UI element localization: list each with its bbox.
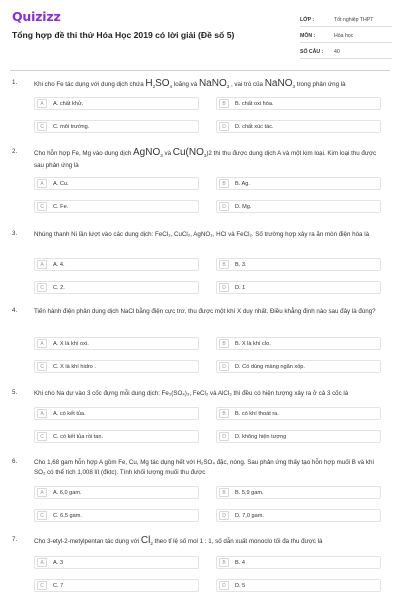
question-text: Tiến hành điện phân dung dịch NaCl bằng điện cực trơ, thu được một khí X duy nhất. Điều khẳng định nào sau đây là đúng? — [34, 308, 376, 315]
option-text: A. Cu. — [53, 180, 69, 187]
option-d[interactable] — [216, 430, 381, 443]
option-text: A. X là khí oxi. — [53, 340, 89, 347]
option-b[interactable] — [216, 258, 381, 271]
option-text: A. chất khử. — [53, 100, 84, 107]
option-letter-badge: A — [37, 488, 47, 497]
option-a[interactable] — [34, 177, 199, 190]
quizizz-logo: Quizizz — [12, 9, 61, 24]
option-text: D. Có dùng màng ngăn xốp. — [235, 363, 305, 370]
option-letter-badge: C — [37, 432, 47, 441]
question-1 — [0, 79, 400, 141]
option-text: D. chất xúc tác. — [235, 123, 274, 130]
option-text: A. 6,0 gam. — [53, 489, 82, 496]
option-letter-badge: D — [219, 432, 229, 441]
question-text: Khi cho Fe tác dụng với dung dịch chứa $H_2SO_4$ loãng và NaNO$_3$ , vai trò của NaNO$_3$ trong phản ứng là — [34, 78, 346, 90]
option-d[interactable] — [216, 200, 381, 213]
question-2 — [0, 148, 400, 218]
option-letter-badge: B — [219, 99, 229, 108]
option-c[interactable] — [34, 281, 199, 294]
option-b[interactable] — [216, 177, 381, 190]
meta-row-subject — [300, 29, 392, 43]
option-d[interactable] — [216, 120, 381, 133]
option-letter-badge: D — [219, 122, 229, 131]
option-letter-badge: D — [219, 362, 229, 371]
option-letter-badge: D — [219, 581, 229, 590]
option-text: B. 3. — [235, 261, 247, 268]
option-d[interactable] — [216, 360, 381, 373]
question-text: Khi cho Na dư vào 3 cốc đựng mỗi dung dịch: Fe₂(SO₄)₃, FeCl₂ và AlCl₃ thì đều có hiện tượng xảy ra ở cả 3 cốc là — [34, 390, 349, 397]
option-a[interactable] — [34, 407, 199, 420]
meta-label: LỚP : — [300, 16, 315, 23]
question-number: 2. — [12, 148, 18, 155]
meta-info-table — [300, 13, 392, 61]
option-text: C. có kết tủa rồi tan. — [53, 433, 104, 440]
option-letter-badge: D — [219, 202, 229, 211]
option-text: B. X là khí clo. — [235, 340, 271, 347]
option-b[interactable] — [216, 407, 381, 420]
option-letter-badge: A — [37, 99, 47, 108]
option-d[interactable] — [216, 281, 381, 294]
page-header — [0, 0, 400, 68]
option-letter-badge: A — [37, 558, 47, 567]
header-divider — [10, 70, 390, 71]
option-letter-badge: C — [37, 283, 47, 292]
question-number: 7. — [12, 536, 18, 543]
option-letter-badge: B — [219, 179, 229, 188]
option-text: B. 5,9 gam. — [235, 489, 264, 496]
option-text: D. 1 — [235, 284, 246, 291]
option-text: C. 7 — [53, 582, 64, 589]
option-a[interactable] — [34, 556, 199, 569]
option-letter-badge: A — [37, 339, 47, 348]
question-number: 5. — [12, 389, 18, 396]
document-title: Tổng hợp đề thi thử Hóa Học 2019 có lời giải (Đề số 5) — [12, 30, 235, 40]
option-a[interactable] — [34, 486, 199, 499]
meta-label: MÔN : — [300, 32, 316, 39]
option-letter-badge: C — [37, 202, 47, 211]
option-text: C. 2. — [53, 284, 65, 291]
option-c[interactable] — [34, 200, 199, 213]
question-number: 3. — [12, 230, 18, 237]
option-letter-badge: A — [37, 409, 47, 418]
option-b[interactable] — [216, 556, 381, 569]
meta-label: SỐ CÂU : — [300, 48, 324, 55]
meta-value: Tốt nghiệp THPT — [334, 16, 374, 23]
question-text: Cho 1,68 gam hỗn hợp A gồm Fe, Cu, Mg tác dụng hết với H₂SO₄ đặc, nóng. Sau phản ứng thấy tạo hỗn hợp muối B và khí SO₂ có thể tích 1,008 lít (đktc). Tính khối lượng muối thu được — [34, 459, 375, 476]
question-7 — [0, 536, 400, 598]
option-text: D. 5 — [235, 582, 246, 589]
option-c[interactable] — [34, 430, 199, 443]
option-text: B. chất oxi hóa. — [235, 100, 274, 107]
meta-value: 40 — [334, 48, 340, 55]
option-c[interactable] — [34, 509, 199, 522]
option-letter-badge: C — [37, 581, 47, 590]
option-letter-badge: A — [37, 260, 47, 269]
option-text: A. có kết tủa. — [53, 410, 86, 417]
option-letter-badge: B — [219, 339, 229, 348]
meta-row-count — [300, 45, 392, 59]
option-letter-badge: D — [219, 283, 229, 292]
option-text: C. Fe. — [53, 203, 69, 210]
option-a[interactable] — [34, 97, 199, 110]
option-letter-badge: C — [37, 511, 47, 520]
question-text: Cho 3-etyl-2-metylpentan tác dụng với $Cl_2$ theo tỉ lệ số mol 1 : 1, số dẫn xuất monoclo tối đa thu được là — [34, 535, 323, 547]
option-b[interactable] — [216, 337, 381, 350]
option-a[interactable] — [34, 258, 199, 271]
option-letter-badge: B — [219, 260, 229, 269]
option-d[interactable] — [216, 579, 381, 592]
option-c[interactable] — [34, 120, 199, 133]
option-b[interactable] — [216, 97, 381, 110]
option-letter-badge: C — [37, 362, 47, 371]
meta-value: Hóa học — [334, 32, 354, 39]
option-d[interactable] — [216, 509, 381, 522]
option-letter-badge: D — [219, 511, 229, 520]
question-number: 1. — [12, 79, 18, 86]
option-c[interactable] — [34, 360, 199, 373]
option-text: B. Ag. — [235, 180, 250, 187]
question-5 — [0, 389, 400, 449]
option-text: D. Mg. — [235, 203, 252, 210]
option-text: D. 7,0 gam. — [235, 512, 264, 519]
option-text: C. X là khí hidro . — [53, 363, 96, 370]
option-letter-badge: A — [37, 179, 47, 188]
option-letter-badge: B — [219, 558, 229, 567]
option-a[interactable] — [34, 337, 199, 350]
option-text: D. không hiện tượng — [235, 433, 287, 440]
question-3 — [0, 230, 400, 300]
question-text: Nhúng thanh Ni lần lượt vào các dung dịch: FeCl₃, CuCl₂, AgNO₃, HCl và FeCl₂. Số trường hợp xảy ra ăn mòn điện hóa là — [34, 231, 370, 238]
option-text: A. 4. — [53, 261, 65, 268]
meta-row-class — [300, 13, 392, 27]
question-text: Cho hỗn hợp Fe, Mg vào dung dịch AgNO$_3$ và $Cu(NO_3)2$ thì thu được dung dịch A và một kim loại. Kim loại thu được sau phản ứng là — [34, 147, 377, 170]
option-c[interactable] — [34, 579, 199, 592]
option-text: B. 4 — [235, 559, 245, 566]
question-6 — [0, 458, 400, 530]
option-text: B. có khí thoát ra. — [235, 410, 279, 417]
option-letter-badge: C — [37, 122, 47, 131]
option-letter-badge: B — [219, 409, 229, 418]
question-number: 6. — [12, 458, 18, 465]
option-text: C. môi trường. — [53, 123, 90, 130]
option-letter-badge: B — [219, 488, 229, 497]
option-text: A. 3 — [53, 559, 63, 566]
option-b[interactable] — [216, 486, 381, 499]
question-number: 4. — [12, 307, 18, 314]
option-text: C. 6,5 gam. — [53, 512, 82, 519]
question-4 — [0, 307, 400, 377]
